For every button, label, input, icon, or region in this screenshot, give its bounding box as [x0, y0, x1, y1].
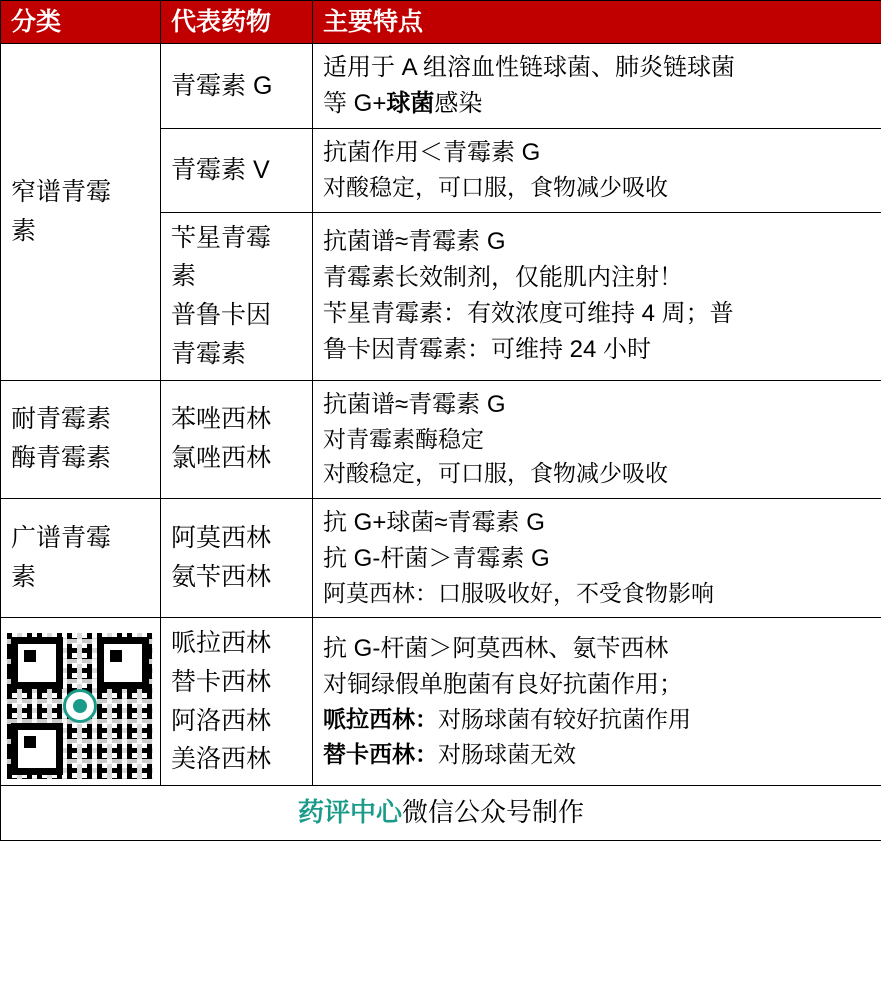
feature-line-bold: 等 G+球菌感染 — [323, 90, 483, 117]
qr-finder-bottom-left-icon — [11, 723, 63, 775]
column-header-category: 分类 — [1, 1, 161, 44]
footer-suffix: 微信公众号制作 — [402, 797, 585, 827]
features-cell-penicillin-v: 抗菌作用＜青霉素 G 对酸稳定，可口服，食物减少吸收 — [313, 129, 881, 213]
features-cell-amoxicillin-ampicillin: 抗 G+球菌≈青霉素 G 抗 G-杆菌＞青霉素 G 阿莫西林：口服吸收好，不受食物影响 — [313, 498, 881, 618]
drug-cell-piperacillin-group: 哌拉西林 替卡西林 阿洛西林 美洛西林 — [161, 618, 313, 786]
table-row — [1, 618, 881, 786]
table-row — [1, 44, 881, 129]
column-header-features: 主要特点 — [313, 1, 881, 44]
qr-code-cell — [1, 618, 161, 786]
features-cell-oxacillin-cloxacillin: 抗菌谱≈青霉素 G 对青霉素酶稳定 对酸稳定，可口服，食物减少吸收 — [313, 380, 881, 498]
column-header-drug: 代表药物 — [161, 1, 313, 44]
table-header — [1, 1, 881, 44]
qr-finder-top-right-icon — [97, 637, 149, 689]
category-cell-broad-spectrum: 广谱青霉 素 — [1, 498, 161, 618]
qr-center-logo-icon — [63, 689, 97, 723]
drug-cell-penicillin-g: 青霉素 G — [161, 44, 313, 129]
drug-cell-amoxicillin-ampicillin: 阿莫西林 氨苄西林 — [161, 498, 313, 618]
drug-cell-penicillin-v: 青霉素 V — [161, 129, 313, 213]
qr-finder-top-left-icon — [11, 637, 63, 689]
footer-credit — [1, 786, 881, 841]
category-cell-narrow-spectrum: 窄谱青霉 素 — [1, 44, 161, 381]
category-cell-penicillinase-resistant: 耐青霉素 酶青霉素 — [1, 380, 161, 498]
features-cell-piperacillin-group: 抗 G-杆菌＞阿莫西林、氨苄西林 对铜绿假单胞菌有良好抗菌作用； 哌拉西林：对肠球菌有较好抗菌作用 替卡西林：对肠球菌无效 — [313, 618, 881, 786]
features-cell-penicillin-g: 适用于 A 组溶血性链球菌、肺炎链球菌 等 G+球菌感染 — [313, 44, 881, 129]
feature-line-bold-prefix: 替卡西林：对肠球菌无效 — [323, 741, 576, 767]
qr-code[interactable] — [7, 633, 153, 779]
brand-name: 药评中心 — [297, 797, 402, 827]
drug-cell-oxacillin-cloxacillin: 苯唑西林 氯唑西林 — [161, 380, 313, 498]
table-header-row — [1, 1, 881, 44]
features-cell-benzathine-procaine: 抗菌谱≈青霉素 G 青霉素长效制剂，仅能肌内注射！ 苄星青霉素：有效浓度可维持 4 周；普 鲁卡因青霉素：可维持 24 小时 — [313, 212, 881, 380]
table-footer-row — [1, 786, 881, 841]
table-body — [1, 44, 881, 841]
table-row — [1, 380, 881, 498]
table-row — [1, 498, 881, 618]
feature-line-bold-prefix: 哌拉西林：对肠球菌有较好抗菌作用 — [323, 707, 691, 732]
drug-cell-benzathine-procaine: 苄星青霉 素 普鲁卡因 青霉素 — [161, 212, 313, 380]
